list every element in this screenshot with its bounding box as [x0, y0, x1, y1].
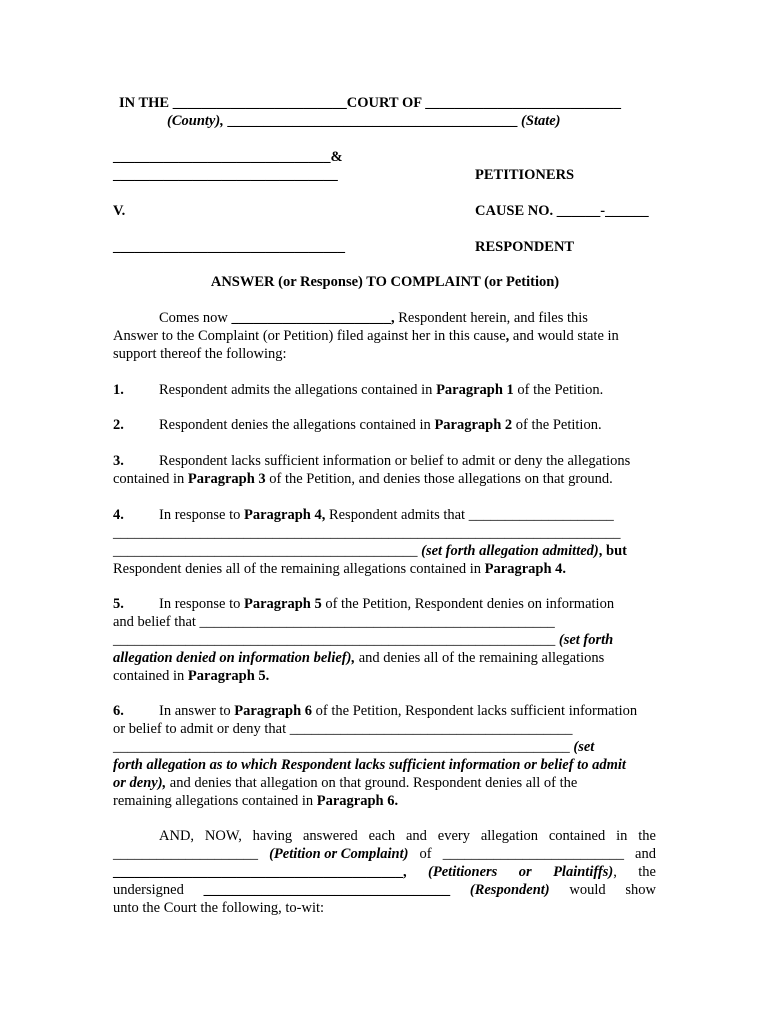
para-3-line-1: Respondent lacks sufficient information or belief to admit or deny the allegations	[159, 453, 631, 469]
para-3-line-2: contained in Paragraph 3 of the Petition, and denies those allegations on that ground.	[113, 471, 613, 487]
closing-line-5: unto the Court the following, to-wit:	[113, 900, 325, 916]
petitioner-blank-1: ______________________________&	[113, 149, 343, 165]
para-6-line-4: forth allegation as to which Respondent lacks sufficient information or belief to admit	[113, 757, 626, 773]
para-2-text: Respondent denies the allegations contained in Paragraph 2 of the Petition.	[159, 417, 602, 433]
para-4-number: 4.	[113, 507, 124, 523]
para-4-line-3: __________________________________________ (set forth allegation admitted), but	[113, 543, 627, 559]
court-caption-line-1: IN THE ________________________COURT OF ___________________________	[119, 95, 621, 111]
intro-line-1: Comes now ______________________, Respondent herein, and files this	[159, 310, 588, 326]
para-4-line-2: ______________________________________________________________________	[113, 525, 621, 541]
para-6-line-2: or belief to admit or deny that _______________________________________	[113, 721, 573, 737]
document-title: ANSWER (or Response) TO COMPLAINT (or Petition)	[210, 274, 560, 290]
para-5-number: 5.	[113, 596, 124, 612]
para-5-line-3: _____________________________________________________________ (set forth	[113, 632, 614, 648]
para-6-line-1: In answer to Paragraph 6 of the Petition, Respondent lacks sufficient information	[159, 703, 638, 719]
closing-line-2: ____________________ (Petition or Complaint) of _________________________ and	[113, 846, 656, 862]
petitioners-label: PETITIONERS	[475, 167, 575, 183]
intro-line-3: support thereof the following:	[113, 346, 287, 362]
petitioner-blank-2: _______________________________	[113, 167, 338, 183]
respondent-blank: ________________________________	[113, 239, 345, 255]
para-5-line-4: allegation denied on information belief), and denies all of the remaining allegations	[113, 650, 605, 666]
para-5-line-2: and belief that _________________________________________________	[113, 614, 555, 630]
versus-label: V.	[113, 203, 126, 219]
para-6-line-6: remaining allegations contained in Paragraph 6.	[113, 793, 399, 809]
para-1-number: 1.	[113, 382, 124, 398]
para-4-line-4: Respondent denies all of the remaining allegations contained in Paragraph 4.	[113, 561, 567, 577]
respondent-label: RESPONDENT	[475, 239, 575, 255]
para-6-number: 6.	[113, 703, 124, 719]
para-1-text: Respondent admits the allegations contained in Paragraph 1 of the Petition.	[159, 382, 604, 398]
para-5-line-5: contained in Paragraph 5.	[113, 668, 270, 684]
closing-line-4: undersigned __________________________________ (Respondent) would show	[113, 882, 656, 898]
intro-line-2: Answer to the Complaint (or Petition) filed against her in this cause, and would state in	[113, 328, 619, 344]
closing-line-3: ________________________________________, (Petitioners or Plaintiffs), the	[113, 864, 656, 880]
para-6-line-5: or deny), and denies that allegation on that ground. Respondent denies all of the	[113, 775, 578, 791]
court-caption-line-2: (County), ________________________________________ (State)	[167, 113, 561, 129]
para-3-number: 3.	[113, 453, 124, 469]
para-5-line-1: In response to Paragraph 5 of the Petition, Respondent denies on information	[159, 596, 615, 612]
cause-number: CAUSE NO. ______-______	[475, 203, 649, 219]
para-2-number: 2.	[113, 417, 124, 433]
para-6-line-3: _______________________________________________________________ (set	[113, 739, 595, 755]
para-4-line-1: In response to Paragraph 4, Respondent admits that ____________________	[159, 507, 614, 523]
closing-line-1: AND, NOW, having answered each and every allegation contained in the	[159, 828, 656, 844]
